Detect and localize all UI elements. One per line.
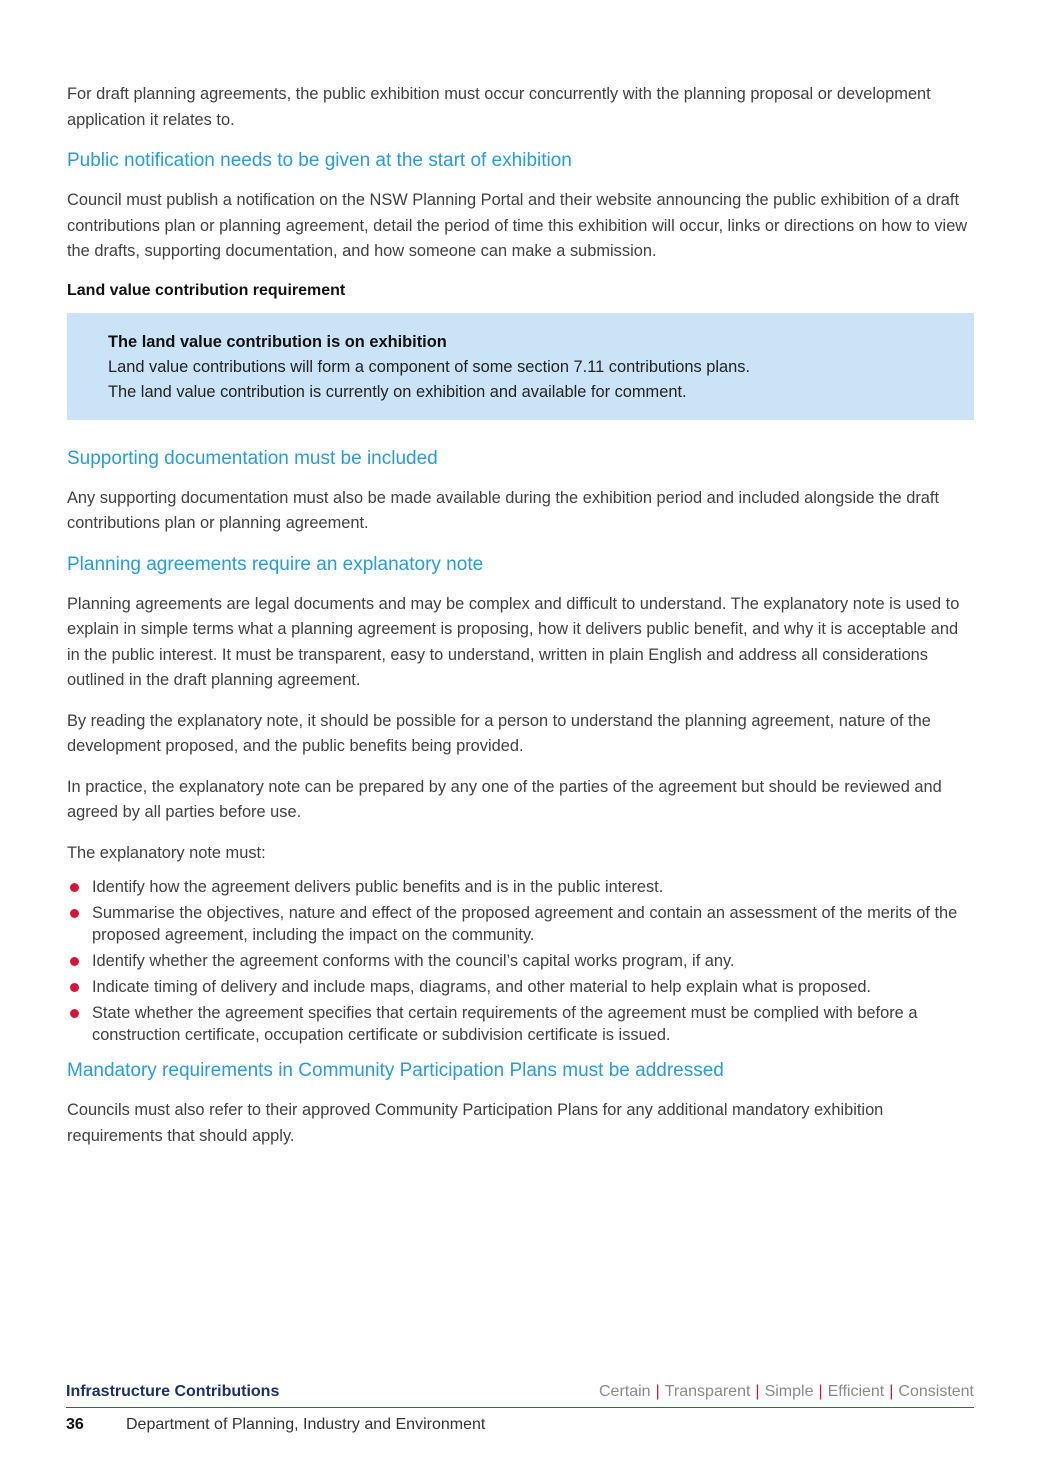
tag-consistent: Consistent xyxy=(898,1383,974,1400)
explanatory-paragraph-1: Planning agreements are legal documents and may be complex and difficult to understand. The explanatory note is used to explain in simple terms what a planning agreement is proposing, how it delivers public benefit, and why it is acceptable and in the public interest. It must be transparent, easy to understand, written in plain English and address all considerations outlined in the draft planning agreement. xyxy=(67,594,960,689)
bullet-dot-icon xyxy=(70,983,79,992)
department-name: Department of Planning, Industry and Environment xyxy=(126,1416,486,1433)
explanatory-paragraph-4: The explanatory note must: xyxy=(67,843,266,862)
heading-supporting-documentation: Supporting documentation must be included xyxy=(67,447,438,469)
bullet-dot-icon xyxy=(70,883,79,892)
footer-brand: Infrastructure Contributions xyxy=(66,1383,280,1400)
bullet-dot-icon xyxy=(70,957,79,966)
list-item: Summarise the objectives, nature and effect of the proposed agreement and contain an assessment of the merits of the proposed agreement, including the impact on the community. xyxy=(67,902,974,946)
page-number: 36 xyxy=(66,1416,84,1433)
intro-paragraph: For draft planning agreements, the public exhibition must occur concurrently with the planning proposal or development application it relates to. xyxy=(67,85,931,129)
heading-explanatory-note: Planning agreements require an explanatory note xyxy=(67,553,484,575)
callout-line-2: The land value contribution is currently on exhibition and available for comment. xyxy=(108,382,687,401)
heading-mandatory-requirements: Mandatory requirements in Community Participation Plans must be addressed xyxy=(67,1060,724,1081)
tag-certain: Certain xyxy=(599,1383,651,1400)
list-item: State whether the agreement specifies that certain requirements of the agreement must be complied with before a construction certificate, occupation certificate or subdivision certificate is issued. xyxy=(67,1002,974,1046)
callout-title: The land value contribution is on exhibition xyxy=(108,332,447,351)
bullet-dot-icon xyxy=(70,909,79,918)
footer-bottom-row xyxy=(66,1408,974,1434)
footer-top-row xyxy=(66,1383,974,1408)
explanatory-paragraph-3: In practice, the explanatory note can be prepared by any one of the parties of the agreement but should be reviewed and agreed by all parties before use. xyxy=(67,777,942,821)
mandatory-requirements-paragraph: Councils must also refer to their approved Community Participation Plans for any additional mandatory exhibition requirements that should apply. xyxy=(67,1101,884,1145)
tag-efficient: Efficient xyxy=(827,1383,885,1400)
tag-separator: | xyxy=(755,1383,760,1400)
list-item: Indicate timing of delivery and include maps, diagrams, and other material to help explain what is proposed. xyxy=(67,976,974,998)
lvc-callout-box xyxy=(67,313,974,420)
tag-transparent: Transparent xyxy=(664,1383,751,1400)
page-content xyxy=(67,82,974,1164)
callout-line-1: Land value contributions will form a component of some section 7.11 contributions plans. xyxy=(108,357,751,376)
heading-public-notification: Public notification needs to be given at the start of exhibition xyxy=(67,150,572,171)
list-item: Identify whether the agreement conforms with the council’s capital works program, if any. xyxy=(67,950,974,972)
tag-separator: | xyxy=(655,1383,660,1400)
tag-simple: Simple xyxy=(764,1383,814,1400)
tag-separator: | xyxy=(818,1383,823,1400)
tag-separator: | xyxy=(889,1383,894,1400)
list-item: Identify how the agreement delivers public benefits and is in the public interest. xyxy=(67,876,974,898)
supporting-documentation-paragraph: Any supporting documentation must also be made available during the exhibition period and included alongside the draft contributions plan or planning agreement. xyxy=(67,488,940,532)
page-footer xyxy=(66,1383,974,1434)
explanatory-paragraph-2: By reading the explanatory note, it should be possible for a person to understand the planning agreement, nature of the development proposed, and the public benefits being provided. xyxy=(67,711,931,755)
footer-tagline xyxy=(599,1383,974,1401)
explanatory-bullet-list xyxy=(67,876,974,1046)
bullet-dot-icon xyxy=(70,1009,79,1018)
public-notification-paragraph: Council must publish a notification on the NSW Planning Portal and their website announcing the public exhibition of a draft contributions plan or planning agreement, detail the period of time this exhibition will occur, links or directions on how to view the drafts, supporting documentation, and how someone can make a submission. xyxy=(67,191,968,260)
lvc-label: Land value contribution requirement xyxy=(67,281,346,299)
